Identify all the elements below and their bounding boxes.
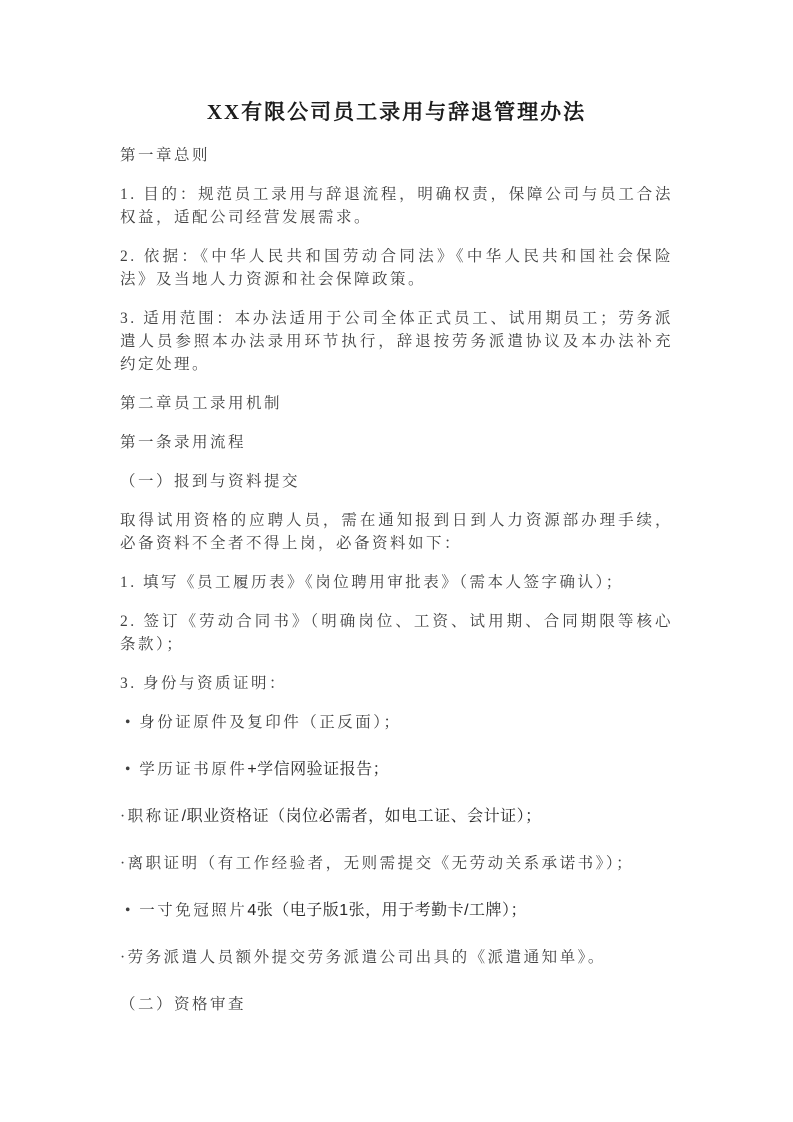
- text-run: • 身份证原件及复印件（正反面）；: [125, 714, 402, 731]
- text-run-emphasis: /职业资格证（岗位必需者，如电工证、会计证）；: [181, 808, 542, 825]
- text-run: ·劳务派遣人员额外提交劳务派遣公司出具的《派遣通知单》。: [120, 949, 606, 966]
- text-run: • 一寸免冠照片: [125, 902, 248, 919]
- bullet-id-card: [120, 711, 673, 734]
- subsection-heading-checkin: [120, 470, 673, 493]
- text-run: （二）资格审查: [120, 996, 247, 1013]
- para-item-labor-contract: [120, 610, 673, 656]
- bullet-dispatch-notice: [120, 946, 673, 969]
- text-run: • 学历证书原件: [125, 761, 248, 778]
- para-item-identity-docs: [120, 672, 673, 695]
- bullet-photos: [120, 899, 673, 922]
- subsection-heading-qualification-review: [120, 993, 673, 1016]
- text-run: 第二章员工录用机制: [120, 395, 283, 412]
- text-run-emphasis: 4张（电子版1张，用于考勤卡/工牌）；: [247, 902, 528, 919]
- text-run: 第一章总则: [120, 147, 211, 164]
- text-run: 3. 适用范围：本办法适用于公司全体正式员工、试用期员工；劳务派遣人员参照本办法录用环节执行，辞退按劳务派遣协议及本办法补充约定处理。: [120, 310, 673, 373]
- para-checkin-intro: [120, 509, 673, 555]
- text-run: 2. 依据：《中华人民共和国劳动合同法》《中华人民共和国社会保险法》及当地人力资源和社会保障政策。: [120, 248, 673, 288]
- text-run: ·职称证: [120, 808, 182, 825]
- section-heading-chapter1: [120, 144, 673, 167]
- para-basis: [120, 245, 673, 291]
- text-run: 3. 身份与资质证明：: [120, 675, 288, 692]
- text-run: ·离职证明（有工作经验者，无则需提交《无劳动关系承诺书》）；: [120, 855, 635, 872]
- bullet-resignation-proof: [120, 852, 673, 875]
- bullet-qualification-cert: [120, 805, 673, 828]
- para-purpose: [120, 183, 673, 229]
- bullet-diploma: [120, 758, 673, 781]
- text-run: （一）报到与资料提交: [120, 473, 301, 490]
- text-run-emphasis: +学信网验证报告；: [247, 761, 390, 778]
- para-scope: [120, 307, 673, 376]
- text-run: 1. 目的：规范员工录用与辞退流程，明确权责，保障公司与员工合法权益，适配公司经营发展需求。: [120, 186, 673, 226]
- page-title: XX有限公司员工录用与辞退管理办法: [206, 100, 587, 124]
- text-run: 取得试用资格的应聘人员，需在通知报到日到人力资源部办理手续，必备资料不全者不得上岗，必备资料如下：: [120, 512, 673, 552]
- section-heading-article1: [120, 431, 673, 454]
- para-item-resume-form: [120, 571, 673, 594]
- section-heading-chapter2: [120, 392, 673, 415]
- text-run: 2. 签订《劳动合同书》（明确岗位、工资、试用期、合同期限等核心条款）；: [120, 613, 673, 653]
- text-run: 1. 填写《员工履历表》《岗位聘用审批表》（需本人签字确认）；: [120, 574, 624, 591]
- text-run: 第一条录用流程: [120, 434, 247, 451]
